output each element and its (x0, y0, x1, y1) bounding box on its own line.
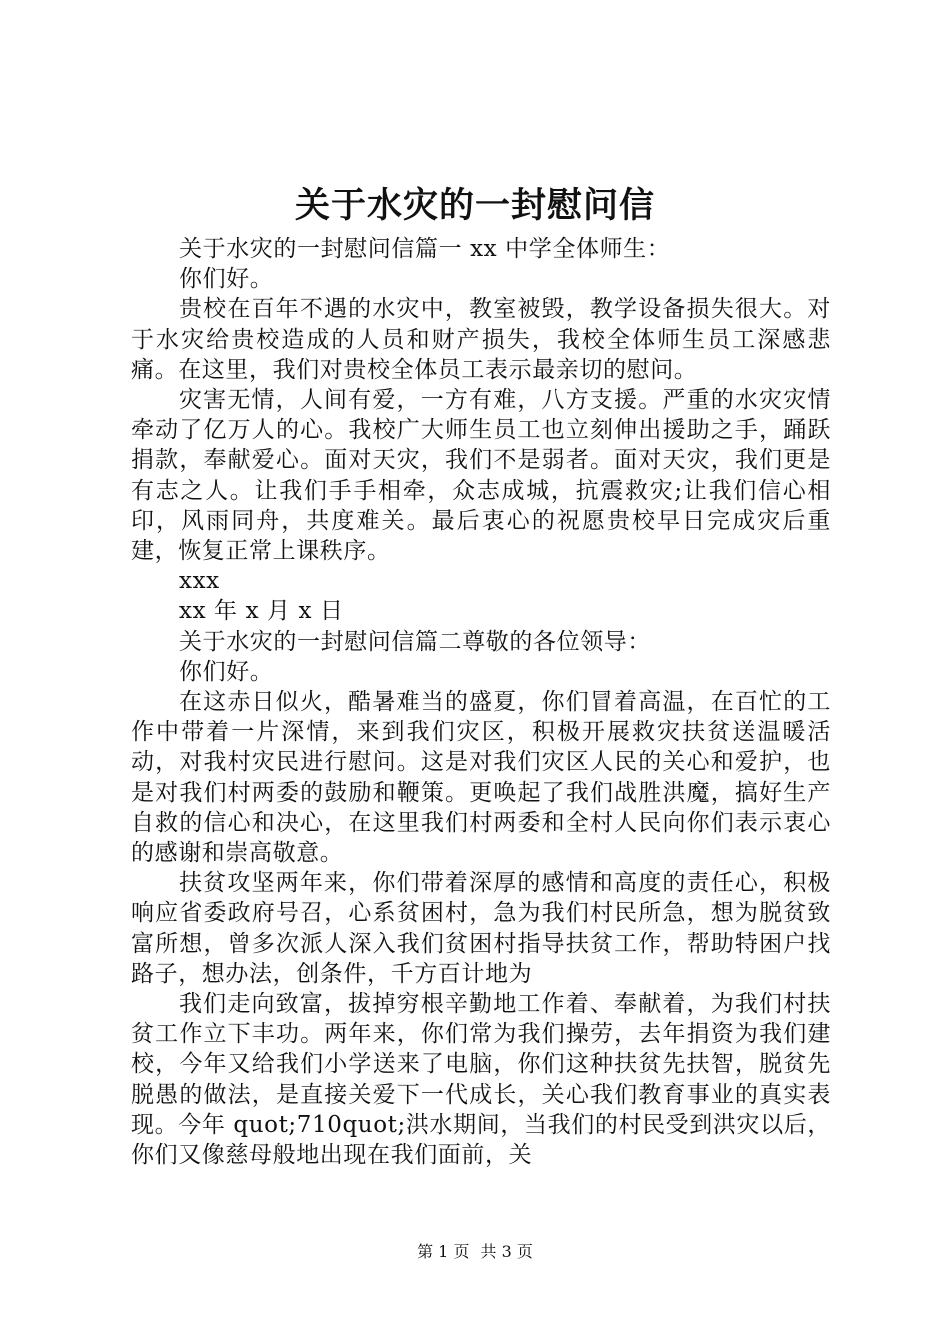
paragraph: 扶贫攻坚两年来，你们带着深厚的感情和高度的责任心，积极响应省委政府号召，心系贫困村，急为我们村民所急，想为脱贫致富所想，曾多次派人深入我们贫困村指导扶贫工作，帮助特困户找路子，想办法，创条件，千方百计地为 (131, 870, 831, 987)
document-title: 关于水灾的一封慰问信 (294, 186, 655, 226)
signature-date: xx 年 x 月 x 日 (179, 598, 344, 625)
paragraph: 你们好。 (179, 658, 274, 685)
paragraph: 在这赤日似火，酷暑难当的盛夏，你们冒着高温，在百忙的工作中带着一片深情，来到我们灾区，积极开展救灾扶贫送温暖活动，对我村灾民进行慰问。这是对我们灾区人民的关心和爱护，也是对我们村两委的鼓励和鞭策。更唤起了我们战胜洪魔，搞好生产自救的信心和决心，在这里我们村两委和全村人民向你们表示衷心的感谢和崇高敬意。 (131, 689, 831, 867)
paragraph: 贵校在百年不遇的水灾中，教室被毁，教学设备损失很大。对于水灾给贵校造成的人员和财产损失，我校全体师生员工深感悲痛。在这里，我们对贵校全体员工表示最亲切的慰问。 (131, 296, 831, 383)
paragraph: 你们好。 (179, 266, 274, 293)
paragraph: 我们走向致富，拔掉穷根辛勤地工作着、奉献着，为我们村扶贫工作立下丰功。两年来，你们常为我们操劳，去年捐资为我们建校，今年又给我们小学送来了电脑，你们这种扶贫先扶智，脱贫先脱愚的做法，是直接关爱下一代成长，关心我们教育事业的真实表现。今年 quot;710quot;洪水期间，当我们的村民受到洪灾以后，你们又像慈母般地出现在我们面前，关 (131, 991, 831, 1169)
page-total: 共 3 页 (480, 1242, 533, 1261)
paragraph: 关于水灾的一封慰问信篇一 xx 中学全体师生： (179, 236, 671, 262)
paragraph: 灾害无情，人间有爱，一方有难，八方支援。严重的水灾灾情牵动了亿万人的心。我校广大师生员工也立刻伸出援助之手，踊跃捐款，奉献爱心。面对天灾，我们不是弱者。面对天灾，我们更是有志之人。让我们手手相牵，众志成城，抗震救灾;让我们信心相印，风雨同舟，共度难关。最后衷心的祝愿贵校早日完成灾后重建，恢复正常上课秩序。 (131, 387, 831, 565)
paragraph: 关于水灾的一封慰问信篇二尊敬的各位领导： (179, 628, 651, 655)
signature-name: xxx (179, 568, 220, 595)
page-number: 第 1 页 (417, 1242, 470, 1261)
document-body (131, 234, 831, 1170)
page-footer (0, 1241, 950, 1263)
